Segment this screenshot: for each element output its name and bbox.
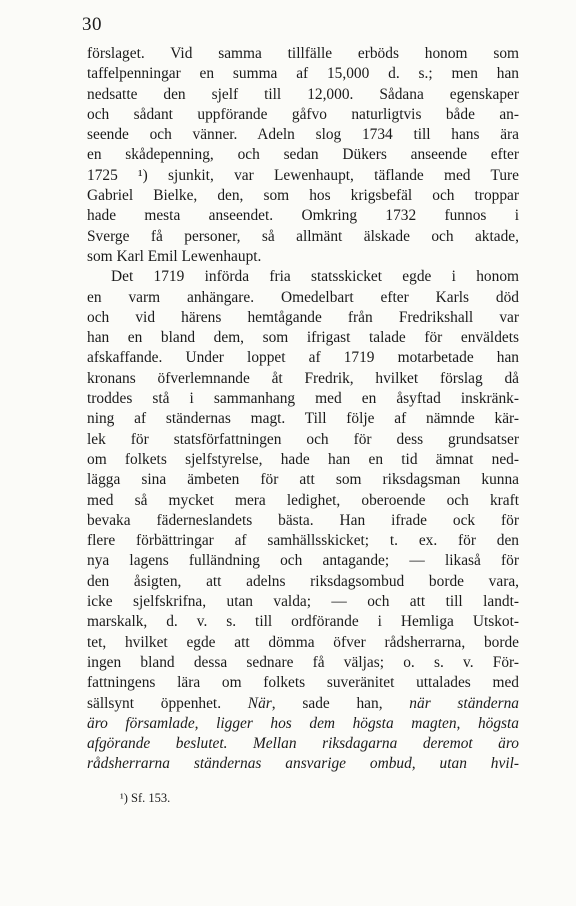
text-line: och sådant uppförande gåfvo naturligtvis både an-	[87, 105, 519, 123]
text-line: nedsatte den sjelf till 12,000. Sådana egenskaper	[87, 85, 519, 103]
text-line: icke sjelfskrifna, utan valda; — och att till landt-	[87, 593, 519, 611]
text-line: flere förbättringar af samhällsskicket; t. ex. för den	[87, 532, 519, 550]
footnote: ¹) Sf. 153.	[120, 791, 171, 805]
text-line: lek för statsförfattningen och för dess grundsatser	[87, 430, 519, 448]
text-line: en skådepenning, och sedan Dükers anseende efter	[87, 146, 519, 164]
text-line: afskaffande. Under loppet af 1719 motarbetade han	[87, 349, 519, 367]
text-line: om folkets sjelfstyrelse, hade han en tid ämnat ned-	[87, 450, 519, 468]
text-line: hade mesta anseendet. Omkring 1732 funnos i	[87, 207, 519, 225]
text-line: troddes stå i sammanhang med en åsyftad inskränk-	[87, 390, 519, 408]
text-line: rådsherrarna ständernas ansvarige ombud, utan hvil-	[87, 755, 519, 773]
text-line: sällsynt öppenhet. När, sade han, när ständerna	[87, 694, 519, 712]
text-line: han en bland dem, som ifrigast talade för enväldets	[87, 329, 519, 347]
body-text	[87, 44, 519, 775]
text-line: kronans öfverlemnande åt Fredrik, hvilket förslag då	[87, 369, 519, 387]
text-line: nya lagens fulländning och antagande; — likaså för	[87, 552, 519, 570]
text-line: ning af ständernas magt. Till följe af nämnde kär-	[87, 410, 519, 428]
text-line: taffelpenningar en summa af 15,000 d. s.; men han	[87, 65, 519, 83]
text-line: och vid härens hemtågande från Fredrikshall var	[87, 308, 519, 326]
page-number: 30	[82, 14, 102, 35]
text-line: bevaka fäderneslandets bästa. Han ifrade ock för	[87, 511, 519, 529]
text-line: fattningens lära om folkets suveränitet uttalades med	[87, 674, 519, 692]
text-line: äro församlade, ligger hos dem högsta magten, högsta	[87, 714, 519, 732]
text-line: ingen bland dessa sednare få väljas; o. s. v. För-	[87, 653, 519, 671]
text-line: förslaget. Vid samma tillfälle erböds honom som	[87, 45, 519, 62]
text-line: med så mycket mera ledighet, oberoende och kraft	[87, 491, 519, 509]
text-line: lägga sina ämbeten för att som riksdagsman kunna	[87, 471, 519, 489]
text-line: Sverge få personer, så allmänt älskade och aktade,	[87, 227, 519, 245]
text-line: den åsigten, att adelns riksdagsombud borde vara,	[87, 572, 519, 590]
text-line: Gabriel Bielke, den, som hos krigsbefäl och troppar	[87, 187, 519, 205]
text-line: afgörande beslutet. Mellan riksdagarna deremot äro	[87, 735, 519, 753]
text-line: tet, hvilket egde att dömma öfver rådsherrarna, borde	[87, 633, 519, 651]
text-line: seende och vänner. Adeln slog 1734 till hans ära	[87, 126, 519, 144]
text-line: Det 1719 införda fria statsskicket egde i honom	[111, 268, 519, 286]
text-line: som Karl Emil Lewenhaupt.	[87, 247, 262, 265]
text-line: 1725 ¹) sjunkit, var Lewenhaupt, täflande med Ture	[87, 166, 519, 184]
text-line: marskalk, d. v. s. till ordförande i Hemliga Utskot-	[87, 613, 519, 631]
text-line: en varm anhängare. Omedelbart efter Karls död	[87, 288, 519, 306]
